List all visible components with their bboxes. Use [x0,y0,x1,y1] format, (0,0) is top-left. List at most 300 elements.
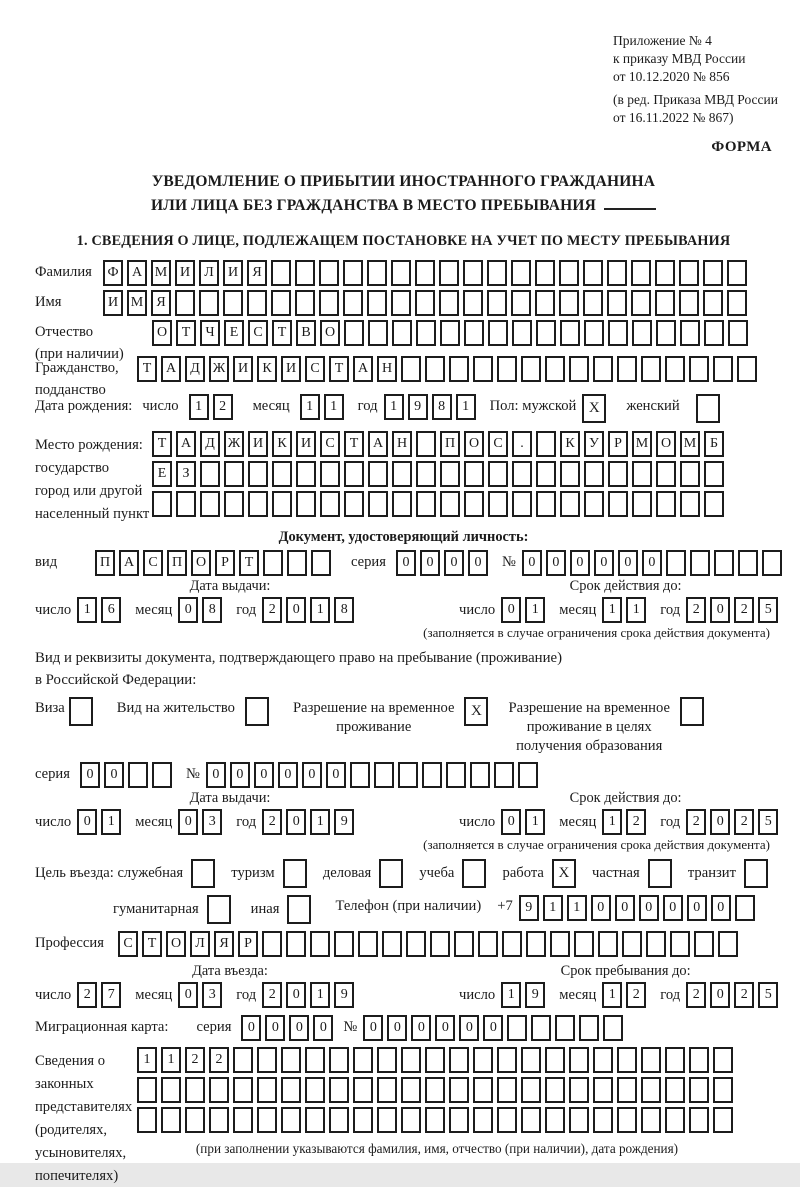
year-label: год [660,813,681,830]
form-cell: Т [329,356,349,382]
temp-residence-checkbox [464,697,492,726]
form-cell [473,1107,493,1133]
res-issue-month-cells [178,809,226,835]
form-cell [344,320,364,346]
form-cell [696,394,720,423]
form-cell [718,931,738,957]
form-cell [379,859,403,888]
doc-series-cells [396,550,492,576]
form-cell [665,1077,685,1103]
form-cell [416,491,436,517]
form-cell: 0 [178,597,198,623]
form-cell: 0 [265,1015,285,1041]
form-cell [497,356,517,382]
form-cell: 1 [501,982,521,1008]
form-cell: Н [392,431,412,457]
form-cell [622,931,642,957]
doc-series-label: серия [351,554,386,570]
stay-until-header: Срок пребывания до: [560,963,691,979]
birthplace-cells-row1 [152,431,728,457]
amendment-line: от 16.11.2022 № 867) [613,110,734,125]
form-cell [287,895,311,924]
form-cell [488,491,508,517]
day-label: число [459,601,496,618]
form-cell: 0 [594,550,614,576]
form-cell: 1 [137,1047,157,1073]
form-cell: Т [344,431,364,457]
form-cell: 1 [602,597,622,623]
form-cell: С [118,931,138,957]
form-cell: Ж [209,356,229,382]
patronymic-row [35,320,772,362]
form-cell: Д [185,356,205,382]
form-cell [262,931,282,957]
form-cell: 0 [501,809,521,835]
res-valid-year-cells [686,809,782,835]
form-cell [704,461,724,487]
form-cell [593,356,613,382]
stay-day-cells [501,982,549,1008]
form-cell [296,491,316,517]
form-cell [521,1107,541,1133]
form-cell: М [680,431,700,457]
form-cell: Т [272,320,292,346]
residence-doc-intro: Вид и реквизиты документа, подтверждающего право на пребывание (проживание) в Российской Федерации: [35,650,563,688]
form-cell [641,356,661,382]
form-cell: 1 [310,597,330,623]
form-cell: Н [377,356,397,382]
doc-number-label: № [501,554,516,570]
form-cell: 2 [686,597,706,623]
form-cell [735,895,755,921]
form-cell [603,1015,623,1041]
temp-residence-label: Разрешение на временное проживание [292,700,455,735]
form-cell: 0 [710,982,730,1008]
form-cell [320,461,340,487]
form-cell [507,1015,527,1041]
form-cell: 0 [286,809,306,835]
name-label: Имя [35,294,62,310]
form-cell: Я [247,260,267,286]
form-cell [305,1047,325,1073]
form-cell: А [127,260,147,286]
form-cell [583,290,603,316]
form-cell [531,1015,551,1041]
sex-female-checkbox [696,394,724,423]
form-cell [679,290,699,316]
form-cell: Т [152,431,172,457]
tourism-label: туризм [231,865,275,881]
form-cell [497,1107,517,1133]
month-label: месяц [559,601,597,618]
sex-male-label: Пол: мужской [489,398,577,414]
form-cell [473,356,493,382]
stay-year-cells [686,982,782,1008]
form-cell: 9 [408,394,428,420]
res-issue-year-cells [262,809,358,835]
form-cell [305,1077,325,1103]
form-cell [579,1015,599,1041]
form-cell [367,290,387,316]
birth-month-cells [300,394,348,420]
form-cell [526,931,546,957]
form-cell: 0 [363,1015,383,1041]
form-cell: 1 [101,809,121,835]
form-cell [689,356,709,382]
form-cell [536,320,556,346]
form-cell [560,491,580,517]
form-cell: 1 [310,982,330,1008]
form-cell: X [464,697,488,726]
form-cell [425,1047,445,1073]
form-cell [738,550,758,576]
phone-prefix: +7 [497,898,513,914]
year-label: год [660,601,681,618]
form-cell [368,320,388,346]
form-cell [473,1047,493,1073]
form-cell [440,461,460,487]
form-cell: 2 [626,809,646,835]
identity-doc-dates [35,578,772,623]
stay-month-cells [602,982,650,1008]
form-cell: 0 [411,1015,431,1041]
transit-checkbox [744,859,772,888]
patronymic-label: Отчество (при наличии) [35,324,124,362]
valid-day-cells [501,597,549,623]
form-cell [377,1047,397,1073]
surname-cells [103,260,751,286]
form-cell [488,320,508,346]
form-cell: 2 [734,597,754,623]
profession-row [35,931,772,957]
form-cell [584,491,604,517]
form-cell [703,290,723,316]
appendix-block [613,32,778,127]
migration-card-row [35,1015,772,1041]
form-cell [545,1107,565,1133]
form-cell [392,491,412,517]
form-cell [382,931,402,957]
private-label: частная [592,865,640,881]
form-cell: 0 [468,550,488,576]
purpose-humanitarian [113,895,235,924]
form-cell [478,931,498,957]
birthdate-label: Дата рождения: [35,398,133,414]
form-cell: 1 [543,895,563,921]
form-cell: О [166,931,186,957]
form-cell: 2 [686,809,706,835]
form-cell [545,356,565,382]
form-cell: Т [176,320,196,346]
purpose-work [503,859,580,888]
purpose-official [35,859,219,888]
entry-day-cells [77,982,125,1008]
birthdate-row [35,394,772,423]
name-row [35,290,772,316]
birthplace-cells-row3 [152,491,728,517]
form-cell [545,1047,565,1073]
official-label: Цель въезда: служебная [35,865,184,881]
form-cell: 1 [602,982,622,1008]
migration-card-label: Миграционная карта: [35,1019,169,1035]
form-cell [518,762,538,788]
form-cell [245,697,269,726]
form-cell [607,260,627,286]
form-cell [713,1077,733,1103]
form-cell [497,1047,517,1073]
form-cell: С [320,431,340,457]
form-cell [152,491,172,517]
form-cell [536,431,556,457]
blank-underline [604,195,656,210]
form-cell [377,1077,397,1103]
form-cell [233,1077,253,1103]
form-cell: 0 [420,550,440,576]
form-cell [560,320,580,346]
form-cell [617,1077,637,1103]
purpose-row [35,859,772,888]
form-cell: 2 [734,982,754,1008]
humanitarian-label: гуманитарная [113,901,199,917]
form-cell [344,491,364,517]
form-cell: 5 [758,597,778,623]
form-cell: 0 [206,762,226,788]
form-cell: И [296,431,316,457]
form-cell [449,1107,469,1133]
form-cell [353,1107,373,1133]
name-cells [103,290,751,316]
form-cell [728,320,748,346]
form-cell [224,461,244,487]
representatives-cells-block [137,1047,737,1157]
form-cell [569,1047,589,1073]
form-cell [550,931,570,957]
form-cell [655,290,675,316]
issue-date-header: Дата выдачи: [189,790,271,806]
form-cell: 0 [286,597,306,623]
form-cell: К [560,431,580,457]
form-cell [368,491,388,517]
form-cell [350,762,370,788]
form-cell [665,356,685,382]
form-cell: 0 [178,809,198,835]
form-cell [704,320,724,346]
form-cell [670,931,690,957]
residence-number-cells [206,762,542,788]
form-cell [439,260,459,286]
form-cell [714,550,734,576]
form-cell [320,491,340,517]
form-cell [641,1107,661,1133]
month-label: месяц [135,813,173,830]
form-cell [391,290,411,316]
form-cell: А [161,356,181,382]
form-cell [295,260,315,286]
year-label: год [236,986,257,1003]
form-cell: Д [200,431,220,457]
residence-series-cells [80,762,176,788]
form-cell [497,1077,517,1103]
form-cell: 0 [618,550,638,576]
form-cell: 0 [483,1015,503,1041]
form-cell: И [281,356,301,382]
form-cell: 2 [262,982,282,1008]
form-cell [584,461,604,487]
form-cell: 9 [519,895,539,921]
form-cell: 0 [591,895,611,921]
form-cell: 0 [289,1015,309,1041]
form-cell [367,260,387,286]
form-cell [392,461,412,487]
form-cell [233,1107,253,1133]
form-cell: Т [137,356,157,382]
number-label: № [343,1019,358,1035]
doc-kind-cells [95,550,335,576]
form-cell [422,762,442,788]
identity-doc-header: Документ, удостоверяющий личность: [278,529,529,545]
form-cell: Р [238,931,258,957]
form-cell [666,550,686,576]
form-cell [494,762,514,788]
work-checkbox [552,859,580,888]
form-cell [536,491,556,517]
form-cell [281,1077,301,1103]
form-cell: 5 [758,982,778,1008]
form-cell [559,260,579,286]
purpose-transit [688,859,772,888]
form-cell: Л [190,931,210,957]
form-cell [200,461,220,487]
form-cell [286,931,306,957]
form-cell: 0 [254,762,274,788]
form-cell: Л [199,260,219,286]
form-cell [377,1107,397,1133]
form-cell [329,1047,349,1073]
purpose-study [419,859,490,888]
form-cell [679,260,699,286]
form-cell [191,859,215,888]
form-cell [593,1107,613,1133]
form-cell: 2 [734,809,754,835]
day-label: число [35,601,72,618]
form-cell: 0 [570,550,590,576]
res-valid-day-cells [501,809,549,835]
title-line-1: УВЕДОМЛЕНИЕ О ПРИБЫТИИ ИНОСТРАННОГО ГРАЖДАНИНА [151,173,656,190]
citizenship-row [35,356,772,398]
form-cell: X [582,394,606,423]
form-cell: 0 [178,982,198,1008]
form-cell [583,260,603,286]
form-cell [713,356,733,382]
representatives-cells-row2 [137,1077,737,1103]
form-cell [607,290,627,316]
month-label: месяц [135,601,173,618]
form-cell [416,461,436,487]
form-cell [185,1077,205,1103]
form-cell [487,290,507,316]
phone-label: Телефон (при наличии) [335,898,482,914]
form-cell: 0 [278,762,298,788]
form-cell [257,1077,277,1103]
form-cell [535,290,555,316]
form-cell [488,461,508,487]
form-cell [344,461,364,487]
form-cell [598,931,618,957]
series-label: серия [196,1019,232,1035]
form-cell: 0 [241,1015,261,1041]
form-cell: 0 [687,895,707,921]
month-label: месяц [559,986,597,1003]
form-cell [152,762,172,788]
form-cell: А [119,550,139,576]
form-cell [713,1047,733,1073]
form-cell [689,1107,709,1133]
form-cell: 0 [326,762,346,788]
identity-doc-row [35,550,772,576]
residence-doc-series-row [35,762,772,788]
form-cell [415,290,435,316]
amendment-line: (в ред. Приказа МВД России [613,92,778,107]
other-label: иная [250,901,280,917]
form-cell: 1 [324,394,344,420]
form-cell [175,290,195,316]
form-cell: 1 [525,597,545,623]
form-cell: И [103,290,123,316]
form-cell: 0 [77,809,97,835]
representatives-cells-row3 [137,1107,737,1133]
form-cell [464,491,484,517]
form-cell [248,491,268,517]
form-cell [137,1107,157,1133]
form-cell [209,1107,229,1133]
form-cell [343,260,363,286]
form-cell: 0 [313,1015,333,1041]
form-cell: С [248,320,268,346]
form-cell: К [272,431,292,457]
form-cell: Ч [200,320,220,346]
form-cell: 9 [334,809,354,835]
form-cell [559,290,579,316]
form-cell [391,260,411,286]
form-cell: 2 [213,394,233,420]
form-cell: 0 [396,550,416,576]
migration-series-cells [241,1015,337,1041]
form-cell [128,762,148,788]
form-cell [209,1077,229,1103]
valid-month-cells [602,597,650,623]
form-cell: М [632,431,652,457]
form-cell: 2 [626,982,646,1008]
form-cell [319,260,339,286]
form-cell: 0 [711,895,731,921]
day-label: число [459,986,496,1003]
form-cell [641,1047,661,1073]
form-cell: 1 [189,394,209,420]
form-cell [257,1047,277,1073]
valid-until-header: Срок действия до: [569,790,682,806]
form-cell: С [488,431,508,457]
form-cell: Б [704,431,724,457]
form-cell [401,356,421,382]
form-cell [713,1107,733,1133]
form-cell [521,356,541,382]
form-cell [401,1047,421,1073]
form-cell [281,1107,301,1133]
form-cell [608,491,628,517]
form-cell [512,461,532,487]
form-cell [176,491,196,517]
form-cell [473,1077,493,1103]
